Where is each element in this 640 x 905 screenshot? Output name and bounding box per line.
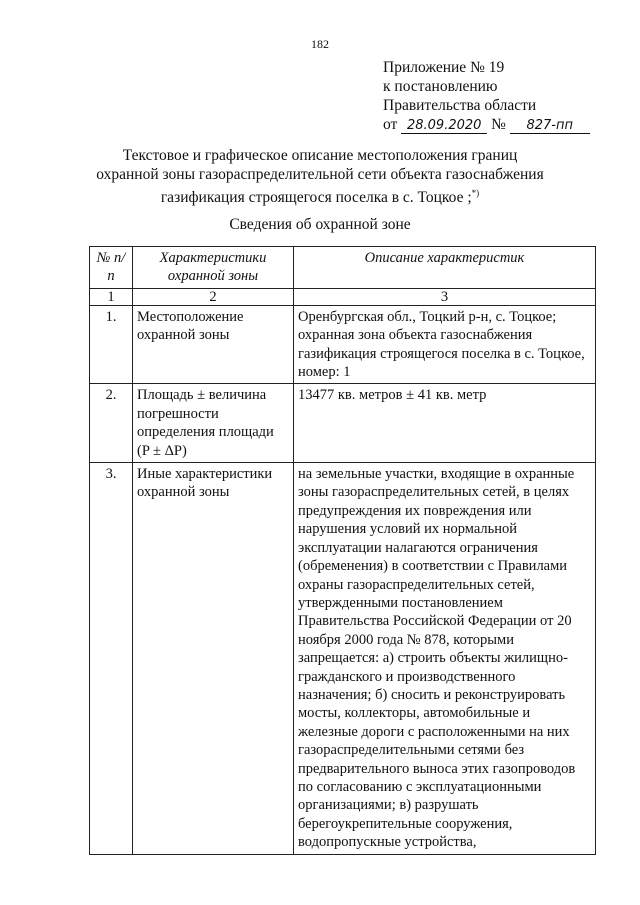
resolution-date: 28.09.2020 (401, 119, 487, 134)
row-description: Оренбургская обл., Тоцкий р-н, с. Тоцкое; охранная зона объекта газоснабжения газификация строящегося поселка в с. Тоцкое, номер: 1 (294, 305, 596, 384)
row-characteristic: Иные характеристики охранной зоны (133, 463, 294, 855)
row-description: на земельные участки, входящие в охранные зоны газораспределительных сетей, в целях предупреждения их повреждения или нарушения условий их нормальной эксплуатации налагаются ограничения (обременения) в соответствии с Правилами охраны газораспределительных сетей, утвержденными постановлением Правительства Российской Федерации от 20 ноября 2000 года № 878, которыми запрещается: а) строить объекты жилищно-гражданского и производственного назначения; б) сносить и реконструировать мосты, коллекторы, автомобильные и железные дороги с расположенными на них газораспределительными сетями без предварительного выноса этих газопроводов по согласованию с эксплуатационными организациями; в) разрушать берегоукрепительные сооружения, водопропускные устройства, (294, 463, 596, 855)
footnote-mark: *) (471, 188, 480, 198)
page-number: 182 (311, 37, 329, 51)
index-cell: 3 (294, 288, 596, 305)
appendix-date-line (383, 115, 590, 134)
appendix-government-line: Правительства области (383, 97, 537, 114)
table-row (90, 463, 596, 855)
title-line-3-text: газификация строящегося поселка в с. Тоцкое ; (160, 189, 472, 207)
title-line-1: Текстовое и графическое описание местоположения границ (122, 147, 518, 164)
title-line-2: охранной зоны газораспределительной сети объекта газоснабжения (96, 166, 544, 183)
row-characteristic: Площадь ± величина погрешности определения площади (P ± ΔP) (133, 384, 294, 463)
section-subtitle: Сведения об охранной зоне (229, 216, 411, 233)
appendix-block (383, 58, 590, 134)
row-number: 1. (90, 305, 133, 384)
appendix-resolution-line: к постановлению (383, 78, 498, 95)
header-characteristic: Характеристики охранной зоны (133, 247, 294, 289)
title-line-3 (90, 184, 550, 207)
appendix-title: Приложение № 19 (383, 59, 505, 76)
row-number: 2. (90, 384, 133, 463)
table-header-row (90, 247, 596, 289)
header-number: № п/п (90, 247, 133, 289)
from-label: от (383, 116, 398, 133)
table-row (90, 384, 596, 463)
row-characteristic: Местоположение охранной зоны (133, 305, 294, 384)
document-title (90, 146, 550, 207)
table-index-row (90, 288, 596, 305)
protection-zone-table (89, 246, 596, 855)
index-cell: 2 (133, 288, 294, 305)
row-description: 13477 кв. метров ± 41 кв. метр (294, 384, 596, 463)
index-cell: 1 (90, 288, 133, 305)
resolution-number: 827-пп (510, 119, 590, 134)
header-description: Описание характеристик (294, 247, 596, 289)
table-row (90, 305, 596, 384)
row-number: 3. (90, 463, 133, 855)
number-label: № (491, 116, 506, 133)
